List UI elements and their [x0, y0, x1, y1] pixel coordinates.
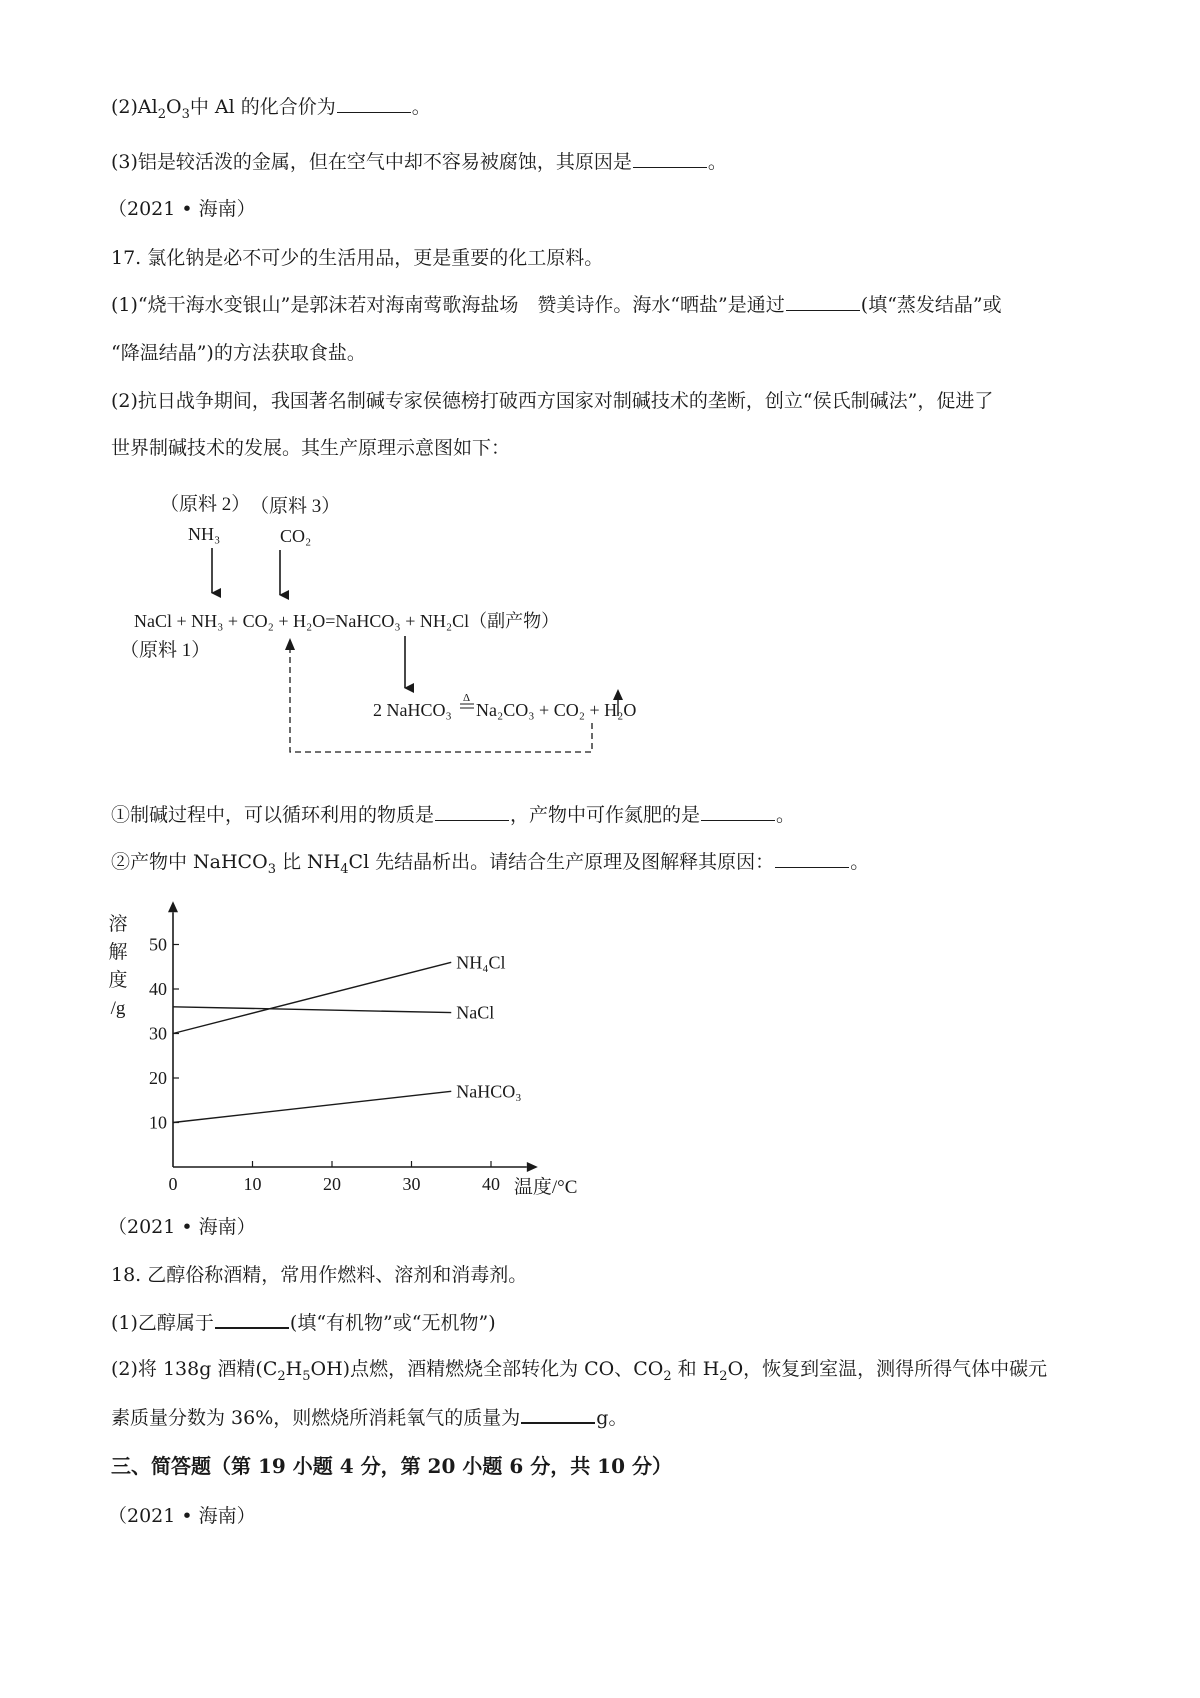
- decomposition-lhs: 2 NaHCO₃: [373, 700, 452, 720]
- y-tick-label: 10: [149, 1112, 167, 1133]
- x-axis-label: 温度/°C: [513, 1177, 578, 1198]
- y-axis-label: [108, 913, 127, 1019]
- q16-part3: (3)铝是较活泼的金属，但在空气中却不容易被腐蚀，其原因是 。: [111, 151, 727, 173]
- series-line: [173, 1007, 451, 1013]
- co2-label: CO₂: [280, 526, 312, 546]
- series-line: [173, 1091, 451, 1122]
- q16-part2: $(2)Al_2O_3$中 Al 的化合价为 。: [111, 96, 431, 122]
- y-tick-label: 20: [149, 1068, 167, 1088]
- y-axis-arrowhead: [168, 901, 178, 912]
- y-tick-label: 50: [149, 934, 167, 955]
- answer-blank[interactable]: [435, 802, 509, 821]
- q18-title: 18. 乙醇俗称酒精，常用作燃料、溶剂和消毒剂。: [111, 1264, 528, 1286]
- raw-material-2-label: （原料 2）: [160, 494, 251, 515]
- answer-blank[interactable]: [786, 292, 860, 311]
- y-axis-label-part: 溶: [108, 914, 128, 935]
- source-label: （2021 • 海南）: [108, 1505, 256, 1527]
- x-tick-label: 30: [402, 1174, 421, 1194]
- chart-series: [173, 952, 522, 1122]
- q18-part2-line2: 素质量分数为 36%，则燃烧所消耗氧气的质量为 g。: [111, 1404, 627, 1431]
- source-label: （2021 • 海南）: [108, 198, 256, 220]
- raw-material-1-label: （原料 1）: [120, 640, 211, 661]
- q17-part1-line1: (1)“烧干海水变银山”是郭沫若对海南莺歌海盐场 赞美诗作。海水“晒盐”是通过 (填“蒸发结晶”或: [111, 294, 1002, 316]
- answer-blank[interactable]: [633, 149, 707, 168]
- answer-blank[interactable]: [775, 849, 849, 868]
- series-label: NH₄Cl: [456, 952, 506, 973]
- answer-blank[interactable]: [215, 1309, 289, 1329]
- heat-symbol: Δ: [463, 692, 471, 704]
- q17-sub2: ②产物中 NaHCO$_3$ 比 $NH_4Cl$ 先结晶析出。请结合生产原理及图解释其原因： 。: [111, 851, 870, 877]
- process-diagram: [120, 490, 680, 790]
- x-tick-label: 20: [323, 1174, 341, 1194]
- answer-blank[interactable]: [701, 802, 775, 821]
- q17-sub1: ①制碱过程中，可以循环利用的物质是 ，产物中可作氮肥的是 。: [111, 804, 796, 826]
- y-axis-label-part: 解: [108, 942, 128, 963]
- answer-blank[interactable]: [521, 1404, 595, 1424]
- series-label: NaHCO₃: [456, 1081, 522, 1102]
- gas-up-arrowhead: [613, 689, 623, 700]
- q18-part1: (1)乙醇属于 (填“有机物”或“无机物”): [111, 1309, 496, 1336]
- decomposition-rhs: Na₂CO₃ + CO₂ + H₂O: [476, 700, 637, 720]
- y-axis-label-part: /g: [110, 998, 126, 1019]
- recycle-arrowhead: [285, 638, 295, 650]
- q17-part1-line2: “降温结晶”)的方法获取食盐。: [111, 342, 366, 364]
- y-axis-label-part: 度: [108, 970, 128, 991]
- nh3-label: NH₃: [188, 524, 221, 544]
- q17-part2-line1: (2)抗日战争期间，我国著名制碱专家侯德榜打破西方国家对制碱技术的垄断，创立“侯氏制碱法”，促进了: [111, 390, 994, 412]
- series-line: [173, 962, 451, 1033]
- q18-part2-line1: (2)将 138g 酒精$(C_2H_5OH)$点燃，酒精燃烧全部转化为 CO、$CO_2$ 和 $H_2O$，恢复到室温，测得所得气体中碳元: [111, 1358, 1048, 1384]
- y-tick-label: 30: [149, 1023, 167, 1044]
- x-tick-label: 0: [168, 1174, 178, 1194]
- solubility-chart: [100, 890, 620, 1210]
- source-label: （2021 • 海南）: [108, 1216, 256, 1238]
- series-label: NaCl: [456, 1002, 495, 1023]
- q17-part2-line2: 世界制碱技术的发展。其生产原理示意图如下：: [111, 437, 511, 459]
- q17-title: 17. 氯化钠是必不可少的生活用品，更是重要的化工原料。: [111, 247, 604, 269]
- y-tick-label: 40: [149, 979, 167, 999]
- answer-blank[interactable]: [337, 94, 411, 113]
- section-heading: 三、简答题（第 19 小题 4 分，第 20 小题 6 分，共 10 分）: [111, 1454, 672, 1478]
- chart-axes: [149, 901, 577, 1198]
- x-axis-arrowhead: [527, 1162, 538, 1172]
- x-tick-label: 10: [243, 1174, 262, 1194]
- x-tick-label: 40: [482, 1174, 500, 1194]
- main-equation: NaCl + NH₃ + CO₂ + H₂O=NaHCO₃ + NH₂Cl（副产物）: [134, 611, 560, 631]
- raw-material-3-label: （原料 3）: [250, 496, 341, 517]
